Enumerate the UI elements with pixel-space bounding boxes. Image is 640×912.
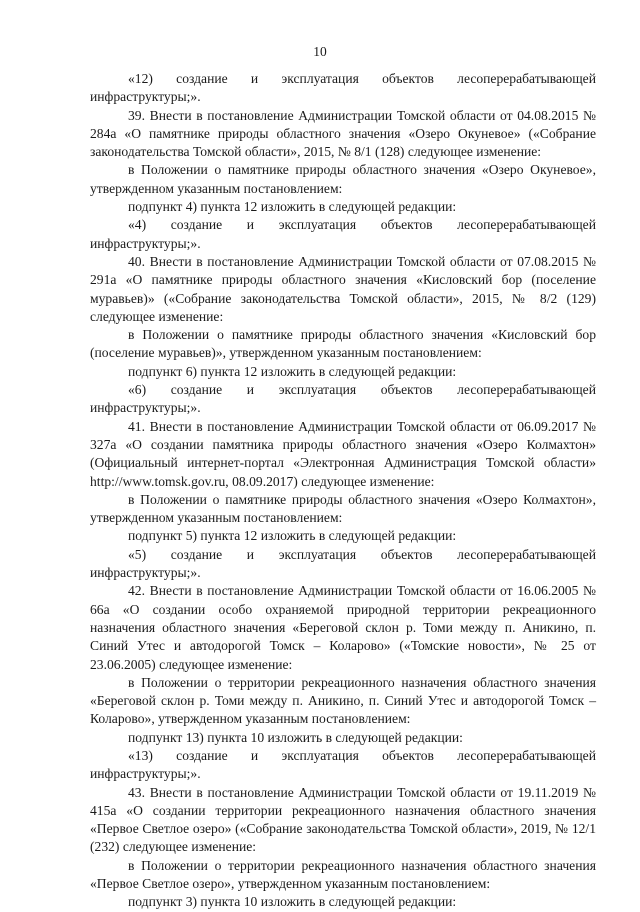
paragraph: в Положении о памятнике природы областного значения «Озеро Колмахтон», утвержденном указанным постановлением:: [90, 491, 596, 526]
page-number: 10: [313, 44, 327, 59]
paragraph: 41. Внести в постановление Администрации Томской области от 06.09.2017 № 327а «О создании памятника природы областного значения «Озеро Колмахтон» (Официальный интернет-портал «Электронная Администрация Томской области» http://www.tomsk.gov.ru, 08.09.2017) следующее изменение:: [90, 418, 596, 489]
paragraph: подпункт 6) пункта 12 изложить в следующей редакции:: [128, 363, 457, 379]
paragraph: подпункт 3) пункта 10 изложить в следующей редакции:: [128, 894, 457, 910]
paragraph: подпункт 4) пункта 12 изложить в следующей редакции:: [128, 199, 457, 215]
paragraph: «6) создание и эксплуатация объектов лесоперерабатывающей инфраструктуры;».: [90, 382, 596, 416]
paragraph: 43. Внести в постановление Администрации Томской области от 19.11.2019 № 415а «О создании территории рекреационного назначения областного значения «Первое Светлое озеро» («Собрание законодательства Томской области», 2019, № 12/1 (232) следующее изменение:: [90, 784, 596, 855]
paragraph: подпункт 13) пункта 10 изложить в следующей редакции:: [128, 729, 463, 745]
paragraph: «12) создание и эксплуатация объектов лесоперерабатывающей инфраструктуры;».: [90, 71, 596, 105]
document-body: [90, 70, 596, 912]
paragraph: 40. Внести в постановление Администрации Томской области от 07.08.2015 № 291а «О памятнике природы областного значения «Кисловский бор (поселение муравьев)» («Собрание законодательства Томской области», 2015, № 8/2 (129) следующее изменение:: [90, 253, 596, 324]
paragraph: в Положении о территории рекреационного назначения областного значения «Береговой склон р. Томи между п. Аникино, п. Синий Утес и автодорогой Томск – Коларово», утвержденном указанным постановлением:: [90, 674, 596, 727]
paragraph: в Положении о памятнике природы областного значения «Кисловский бор (поселение муравьев)», утвержденном указанным постановлением:: [90, 327, 596, 361]
paragraph: подпункт 5) пункта 12 изложить в следующей редакции:: [128, 528, 457, 544]
paragraph: «4) создание и эксплуатация объектов лесоперерабатывающей инфраструктуры;».: [90, 217, 596, 251]
paragraph: в Положении о памятнике природы областного значения «Озеро Окуневое», утвержденном указанным постановлением:: [90, 162, 596, 196]
paragraph: 42. Внести в постановление Администрации Томской области от 16.06.2005 № 66а «О создании особо охраняемой природной территории рекреационного назначения областного значения «Береговой склон р. Томи между п. Аникино, п. Синий Утес и автодорогой Томск – Коларово» («Томские новости», № 25 от 23.06.2005) следующее изменение:: [90, 583, 596, 672]
paragraph: в Положении о территории рекреационного назначения областного значения «Первое Светлое озеро», утвержденном указанным постановлением:: [90, 857, 596, 892]
paragraph: 39. Внести в постановление Администрации Томской области от 04.08.2015 № 284а «О памятнике природы областного значения «Озеро Окуневое» («Собрание законодательства Томской области», 2015, № 8/1 (128) следующее изменение:: [90, 107, 596, 160]
paragraph: «13) создание и эксплуатация объектов лесоперерабатывающей инфраструктуры;».: [90, 747, 596, 782]
paragraph: «5) создание и эксплуатация объектов лесоперерабатывающей инфраструктуры;».: [90, 546, 596, 581]
